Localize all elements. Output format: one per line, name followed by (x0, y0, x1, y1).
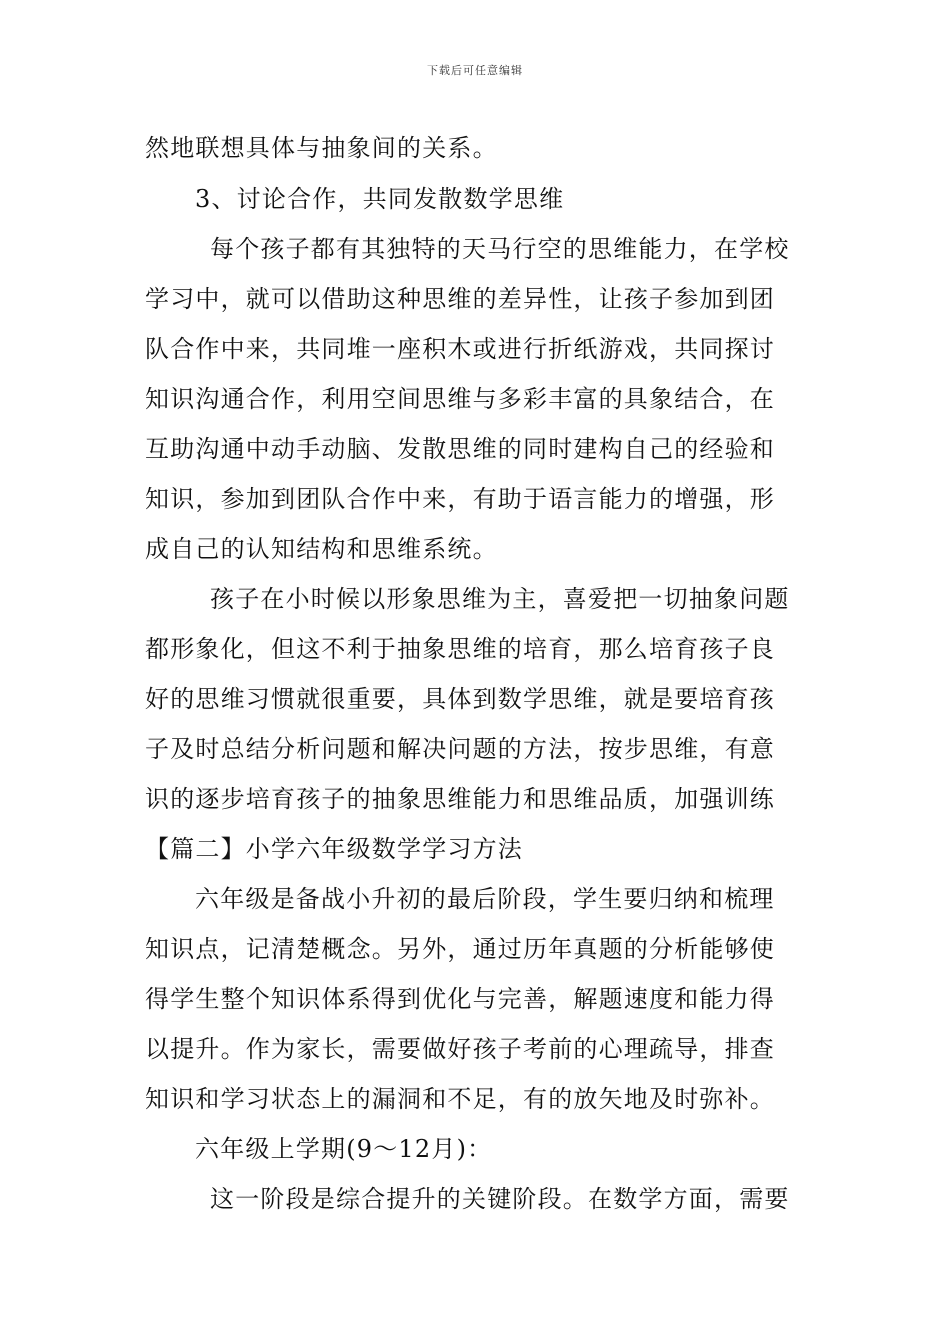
paragraph-line: 以提升。作为家长，需要做好孩子考前的心理疏导，排查 (145, 1035, 775, 1063)
paragraph-line: 知识和学习状态上的漏洞和不足，有的放矢地及时弥补。 (145, 1085, 775, 1113)
page-header: 下载后可任意编辑 (427, 64, 523, 77)
paragraph-line: 知识点，记清楚概念。另外，通过历年真题的分析能够使 (145, 935, 775, 963)
subsection-heading: 六年级上学期(9～12月)： (195, 1135, 493, 1163)
paragraph-line: 都形象化，但这不利于抽象思维的培育，那么培育孩子良 (145, 635, 775, 663)
paragraph-line: 孩子在小时候以形象思维为主，喜爱把一切抽象问题 (210, 585, 790, 613)
paragraph-line: 六年级是备战小升初的最后阶段，学生要归纳和梳理 (195, 885, 775, 913)
paragraph-line: 这一阶段是综合提升的关键阶段。在数学方面，需要 (210, 1185, 790, 1213)
paragraph-line: 学习中，就可以借助这种思维的差异性，让孩子参加到团 (145, 285, 775, 313)
paragraph-line: 成自己的认知结构和思维系统。 (145, 535, 498, 563)
article-title: 【篇二】小学六年级数学学习方法 (145, 835, 523, 863)
paragraph-line: 知识，参加到团队合作中来，有助于语言能力的增强，形 (145, 485, 775, 513)
paragraph-line: 队合作中来，共同堆一座积木或进行折纸游戏，共同探讨 (145, 335, 775, 363)
paragraph-line: 得学生整个知识体系得到优化与完善，解题速度和能力得 (145, 985, 775, 1013)
paragraph-line: 好的思维习惯就很重要，具体到数学思维，就是要培育孩 (145, 685, 775, 713)
paragraph-line: 知识沟通合作，利用空间思维与多彩丰富的具象结合，在 (145, 385, 775, 413)
section-heading: 3、讨论合作，共同发散数学思维 (195, 185, 565, 213)
text-line: 然地联想具体与抽象间的关系。 (145, 134, 498, 162)
paragraph-line: 子及时总结分析问题和解决问题的方法，按步思维，有意 (145, 735, 775, 763)
paragraph-line: 每个孩子都有其独特的天马行空的思维能力，在学校 (210, 235, 790, 263)
paragraph-line: 互助沟通中动手动脑、发散思维的同时建构自己的经验和 (145, 435, 775, 463)
paragraph-line: 识的逐步培育孩子的抽象思维能力和思维品质，加强训练 (145, 785, 775, 813)
